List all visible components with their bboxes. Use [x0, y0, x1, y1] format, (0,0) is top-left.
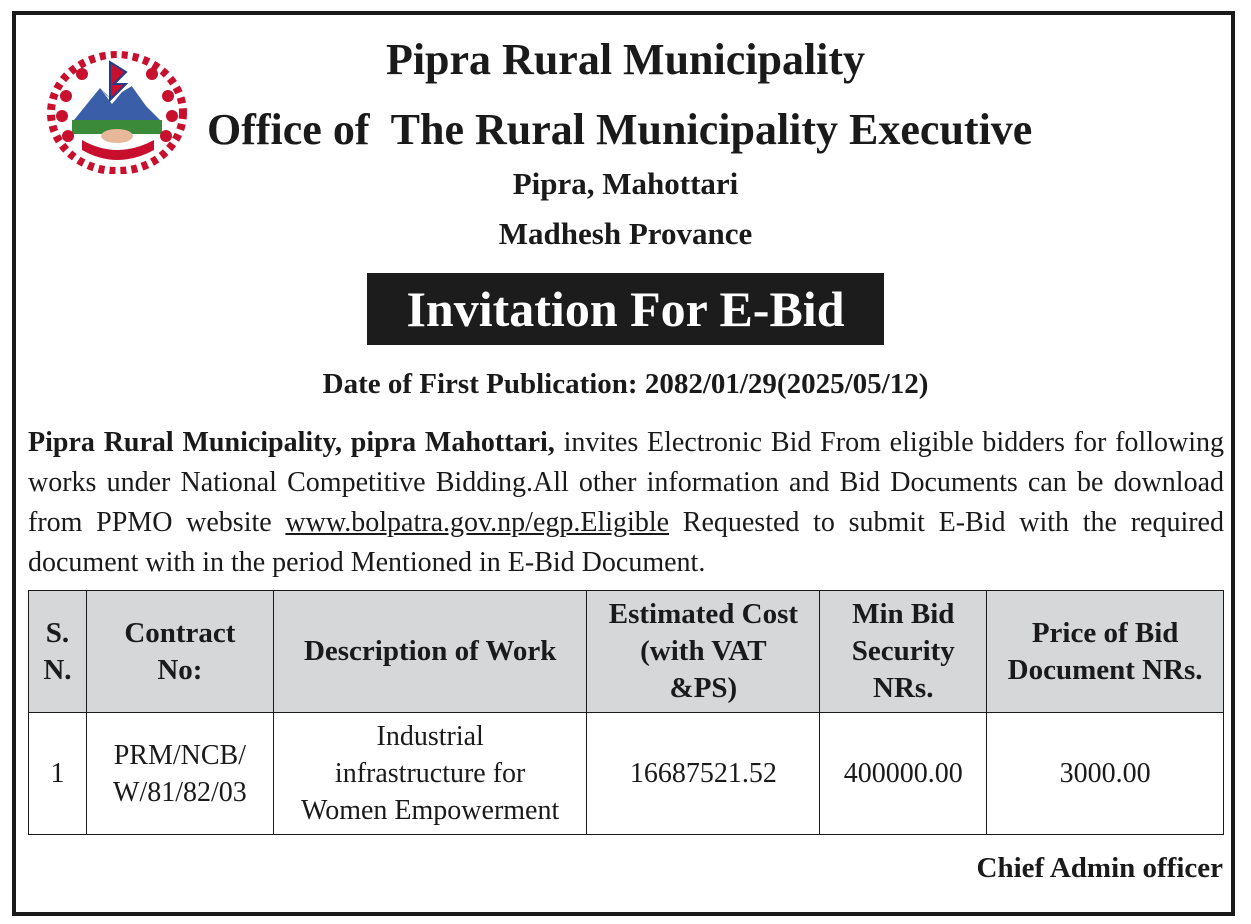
intro-bold-lead: Pipra Rural Municipality, pipra Mahottari, — [28, 427, 555, 458]
cell-sn: 1 — [29, 713, 87, 835]
address-line: Pipra, Mahottari — [512, 166, 739, 201]
header-min-bid-security: Min Bid Security NRs. — [820, 591, 987, 713]
province-line: Madhesh Provance — [498, 216, 753, 251]
signatory: Chief Admin officer — [976, 852, 1223, 884]
cell-description: Industrial infrastructure for Women Empowerment — [273, 713, 587, 835]
office-title: Office of The Rural Municipality Executive — [207, 105, 1033, 154]
ppmo-website-link[interactable]: www.bolpatra.gov.np/egp.Eligible — [285, 507, 670, 538]
publication-date: Date of First Publication: 2082/01/29(2025/05/12) — [322, 368, 929, 400]
header-estimated-cost: Estimated Cost (with VAT &PS) — [587, 591, 820, 713]
bid-table — [28, 590, 1224, 835]
cell-contract-no: PRM/NCB/ W/81/82/03 — [86, 713, 273, 835]
cell-estimated-cost: 16687521.52 — [587, 713, 820, 835]
header-description: Description of Work — [273, 591, 587, 713]
cell-min-bid-security: 400000.00 — [820, 713, 987, 835]
header-contract-no: Contract No: — [86, 591, 273, 713]
intro-text-1: invites Electronic Bid From eligible bidders for following works under National Competitive Bidding.All other information and Bid Documents can be download from PPMO website — [28, 427, 1224, 538]
header-sn: S. N. — [29, 591, 87, 713]
intro-text-2: Requested to submit E-Bid with the required document with in the period Mentioned in E-Bid Document. — [28, 507, 1224, 578]
invitation-paragraph — [28, 423, 1224, 583]
table-header-row — [29, 591, 1224, 713]
cell-price-of-bid-document: 3000.00 — [987, 713, 1224, 835]
header-price-of-bid-document: Price of Bid Document NRs. — [987, 591, 1224, 713]
municipality-title: Pipra Rural Municipality — [385, 35, 866, 84]
table-row — [29, 713, 1224, 835]
invitation-banner: Invitation For E-Bid — [367, 273, 884, 345]
